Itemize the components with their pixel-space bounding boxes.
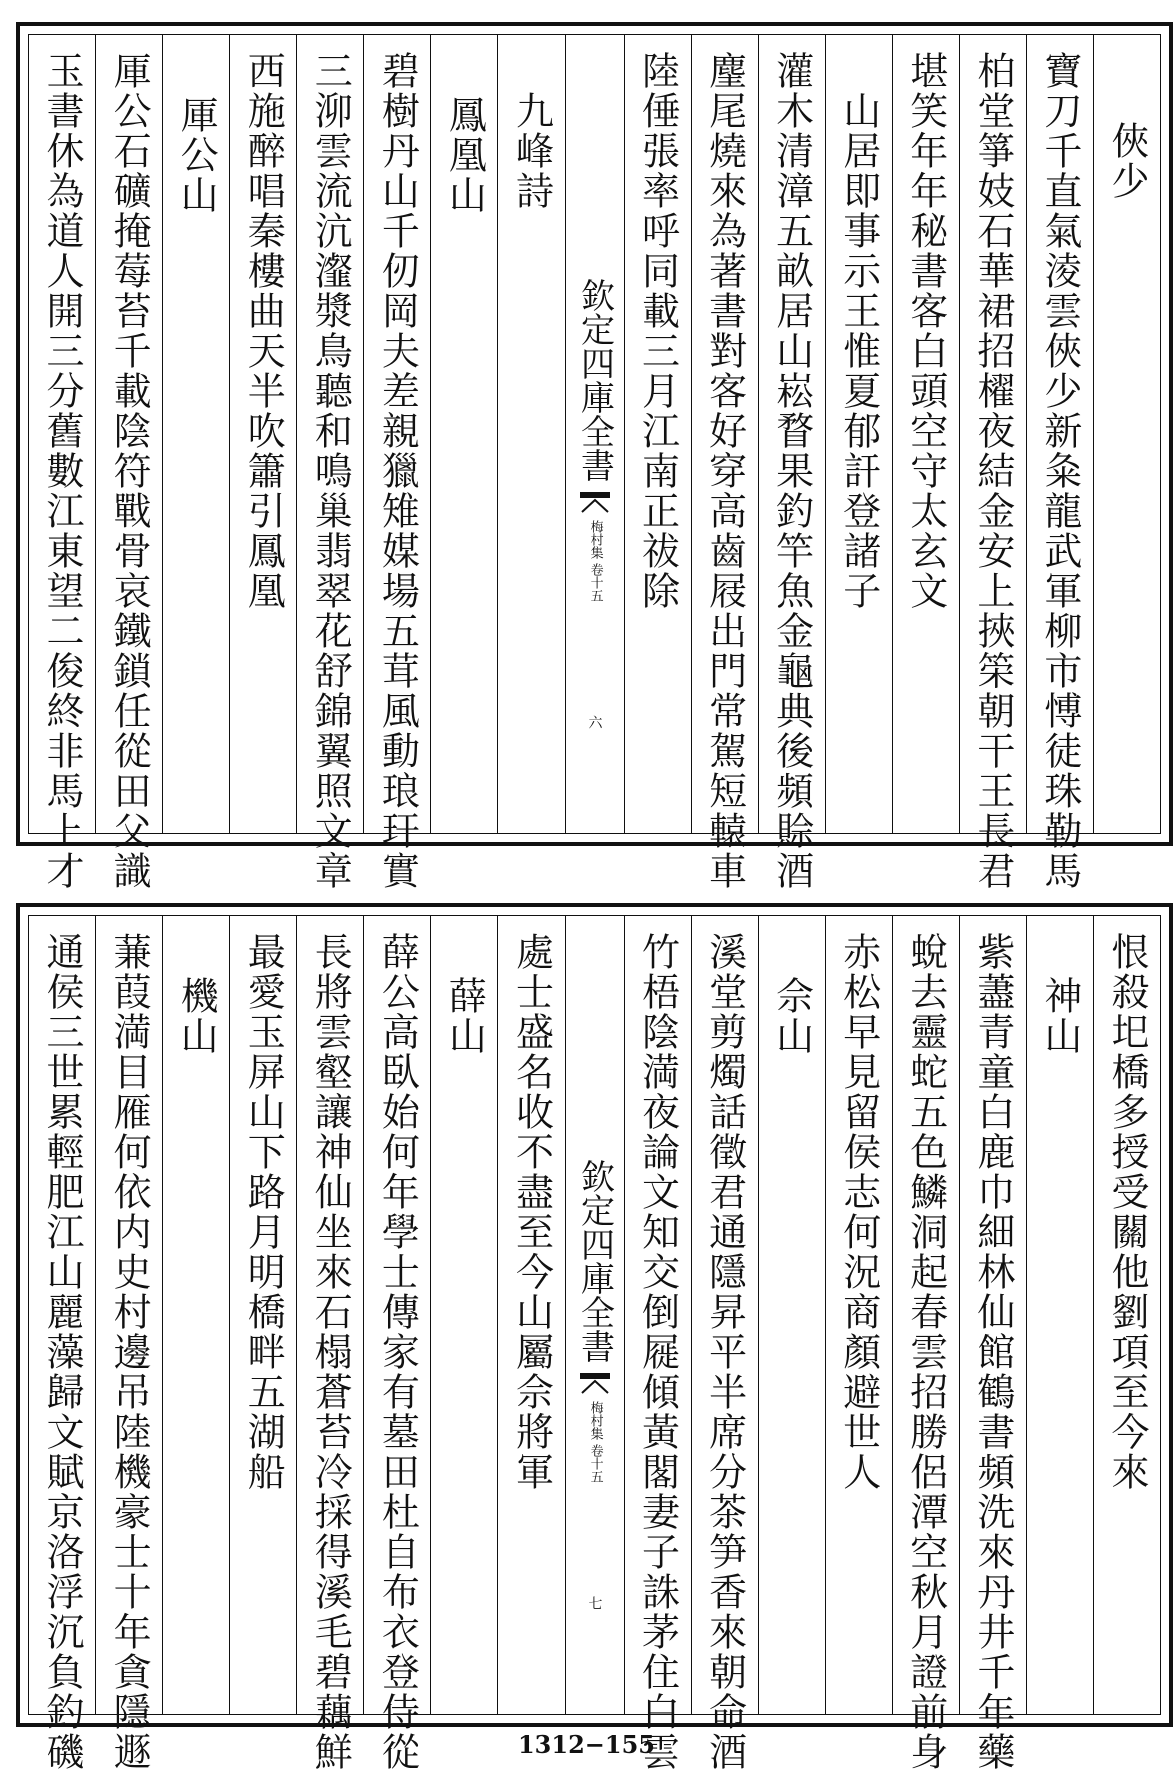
poem-title: 俠少	[1104, 121, 1149, 201]
poem-line: 堪笑年年秘書客白頭空守太玄文	[903, 51, 948, 611]
book-name: 梅村集	[587, 1401, 603, 1440]
bottom-column-15	[95, 916, 162, 1772]
top-column-8	[624, 35, 691, 833]
top-column-12	[296, 35, 363, 891]
bottom-column-13	[229, 916, 296, 1714]
top-column-14	[162, 35, 229, 833]
bottom-center-fold	[565, 916, 624, 1714]
poem-title: 佘山	[769, 976, 814, 1056]
poem-line: 西施醉唱秦樓曲天半吹簫引鳳凰	[241, 51, 286, 611]
bottom-column-9	[497, 916, 564, 1714]
poem-line: 寶刀千直氣淩雲俠少新粂龍武軍柳市愽徒珠勒馬	[1037, 51, 1082, 891]
volume-label	[587, 520, 601, 602]
poem-line: 蛻去靈蛇五色鱗洞起春雲招勝侶潭空秋月證前身	[903, 932, 948, 1772]
fish-tail-mark-icon	[580, 1373, 610, 1395]
poem-line: 麈尾燒來為著書對客好穿高齒屐出門常駕短轅車	[702, 51, 747, 891]
poem-title: 鳳凰山	[442, 95, 487, 215]
bottom-column-2	[1026, 916, 1093, 1714]
top-column-4	[892, 35, 959, 833]
bottom-column-1	[1093, 916, 1160, 1714]
top-column-9	[497, 35, 564, 833]
bottom-column-3	[959, 916, 1026, 1772]
top-column-15	[95, 35, 162, 891]
poem-line: 通侯三世累輕肥江山麗藻歸文賦京洛浮沉負釣磯	[40, 932, 85, 1772]
poem-line: 紫藎青童白鹿巾細林仙館鶴書頻洗來丹井千年藥	[970, 932, 1015, 1772]
top-column-6	[758, 35, 825, 891]
bottom-column-5	[825, 916, 892, 1714]
poem-line: 處士盛名收不盡至今山屬佘將軍	[509, 932, 554, 1492]
page-number: 七	[586, 1596, 603, 1610]
top-column-16	[29, 35, 95, 891]
collection-title: 欽定四庫全書	[574, 1159, 615, 1363]
poem-line: 柏堂箏妓石華裙招櫂夜結金安上挾筞朝干王長君	[970, 51, 1015, 891]
bottom-column-6	[758, 916, 825, 1714]
bottom-column-14	[162, 916, 229, 1714]
collection-title: 欽定四庫全書	[574, 278, 615, 482]
poem-line: 恨殺圯橋多授受關他劉項至今來	[1104, 932, 1149, 1492]
bottom-column-11	[363, 916, 430, 1772]
bottom-column-4	[892, 916, 959, 1772]
poem-line: 竹梧陰満夜論文知交倒屣傾黃閣妻子誅茅住白雲	[635, 932, 680, 1772]
top-page-frame	[16, 22, 1173, 891]
top-column-11	[363, 35, 430, 891]
book-name: 梅村集	[587, 520, 603, 559]
bottom-column-12	[296, 916, 363, 1772]
poem-line: 碧樹丹山千仞岡夫差親獵雉媒場五茸風動琅玕實	[375, 51, 420, 891]
bottom-column-16	[29, 916, 95, 1772]
top-column-3	[959, 35, 1026, 891]
poem-line: 薛公高臥始何年學士傳家有墓田杜自布衣登侍從	[375, 932, 420, 1772]
poem-title: 神山	[1037, 976, 1082, 1056]
bottom-column-8	[624, 916, 691, 1772]
top-center-fold	[565, 35, 624, 833]
poem-line: 最愛玉屏山下路月明橋畔五湖船	[241, 932, 286, 1492]
poem-line: 溪堂剪燭話徵君通隱昇平半席分茶笋香來朝命酒	[702, 932, 747, 1772]
poem-title: 九峰詩	[509, 91, 554, 211]
volume-number: 卷十五	[587, 1444, 603, 1483]
bottom-column-7	[691, 916, 758, 1772]
top-column-grid	[28, 34, 1161, 891]
poem-title: 薛山	[442, 976, 487, 1056]
top-column-1	[1093, 35, 1160, 833]
bottom-column-10	[430, 916, 497, 1714]
page-number: 六	[586, 715, 603, 729]
poem-line: 長將雲壑讓神仙坐來石榻蒼苔冷採得溪毛碧藕鮮	[308, 932, 353, 1772]
top-column-7	[691, 35, 758, 891]
poem-line: 厙公石礦掩莓苔千載陰符戰骨哀鐵鎖任從田父識	[107, 51, 152, 891]
fish-tail-mark-icon	[580, 492, 610, 514]
page-footer-number: 1312−155	[517, 1730, 655, 1759]
volume-number: 卷十五	[587, 563, 603, 602]
poem-line: 赤松早見留侯志何況商顏避世人	[836, 932, 881, 1492]
top-column-5	[825, 35, 892, 833]
poem-title: 機山	[174, 976, 219, 1056]
top-column-2	[1026, 35, 1093, 891]
poem-line: 玉書休為道人開三分舊數江東望二俊終非馬上才	[40, 51, 85, 891]
poem-title: 山居即事示王惟夏郁訐登諸子	[836, 91, 881, 611]
poem-line: 三泖雲流沆瀣漿鳥聽和鳴巢翡翠花舒錦翼照文章	[308, 51, 353, 891]
poem-line: 陸倕張率呼同載三月江南正祓除	[635, 51, 680, 611]
volume-label	[587, 1401, 601, 1483]
poem-title: 厙公山	[174, 95, 219, 215]
top-column-10	[430, 35, 497, 833]
poem-line: 灌木清漳五畝居山崧瞀果釣竿魚金龜典後頻賒酒	[769, 51, 814, 891]
poem-line: 蒹葭満目雁何依内史村邊吊陸機豪士十年貪隱遯	[107, 932, 152, 1772]
top-column-13	[229, 35, 296, 833]
